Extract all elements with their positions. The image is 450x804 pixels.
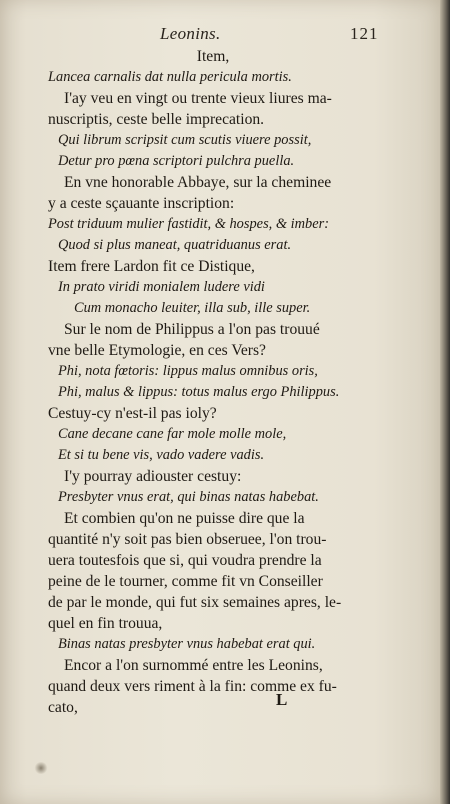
text-line: Encor a l'on surnommé entre les Leonins, (64, 657, 323, 674)
book-edge (440, 0, 450, 804)
text-line: I'ay veu en vingt ou trente vieux liures ma- (64, 90, 332, 107)
text-line: vne belle Etymologie, en ces Vers? (48, 342, 266, 359)
text-line: nuscriptis, ceste belle imprecation. (48, 111, 265, 128)
latin-verse: Presbyter vnus erat, qui binas natas habebat. (58, 489, 319, 505)
latin-verse: Detur pro pœna scriptori pulchra puella. (58, 153, 295, 169)
page-number: 121 (350, 24, 379, 43)
text-line: peine de le tourner, comme fit vn Conseiller (48, 573, 323, 590)
latin-verse: Binas natas presbyter vnus habebat erat qui. (58, 636, 316, 652)
latin-verse: Cane decane cane far mole molle mole, (58, 426, 287, 442)
page-header (0, 24, 440, 46)
latin-verse: Post triduum mulier fastidit, & hospes, & imber: (48, 216, 330, 232)
latin-verse: Phi, nota fœtoris: lippus malus omnibus oris, (58, 363, 318, 379)
text-line: Sur le nom de Philippus a l'on pas trouué (64, 321, 320, 338)
running-head: Leonins. (160, 24, 221, 43)
text-line: Cestuy-cy n'est-il pas ioly? (48, 405, 217, 422)
text-line: de par le monde, qui fut six semaines apres, le- (48, 594, 342, 611)
text-line: y a ceste sçauante inscription: (48, 195, 235, 212)
text-line: cato, (48, 699, 78, 716)
text-line: I'y pourray adiouster cestuy: (64, 468, 242, 485)
text-line: quel en fin trouua, (48, 615, 163, 632)
text-line: Item, (196, 48, 230, 65)
latin-verse: Cum monacho leuiter, illa sub, ille super. (74, 300, 311, 316)
latin-verse: Quod si plus maneat, quatriduanus erat. (58, 237, 292, 253)
latin-verse: In prato viridi monialem ludere vidi (58, 279, 265, 295)
latin-verse: Qui librum scripsit cum scutis viuere possit, (58, 132, 312, 148)
latin-verse: Phi, malus & lippus: totus malus ergo Philippus. (58, 384, 340, 400)
text-line: Item frere Lardon fit ce Distique, (48, 258, 255, 275)
text-line: quand deux vers riment à la fin: comme ex fu- (48, 678, 337, 695)
latin-verse: Et si tu bene vis, vado vadere vadis. (58, 447, 265, 463)
text-line: uera toutesfois que si, qui voudra prendre la (48, 552, 322, 569)
paper-stain (34, 762, 48, 774)
body-text (48, 46, 378, 718)
signature-mark: L (276, 690, 288, 709)
text-line: quantité n'y soit pas bien obseruee, l'on trou- (48, 531, 327, 548)
latin-verse: Lancea carnalis dat nulla pericula mortis. (48, 69, 292, 85)
text-line: Et combien qu'on ne puisse dire que la (64, 510, 305, 527)
text-line: En vne honorable Abbaye, sur la cheminee (64, 174, 332, 191)
